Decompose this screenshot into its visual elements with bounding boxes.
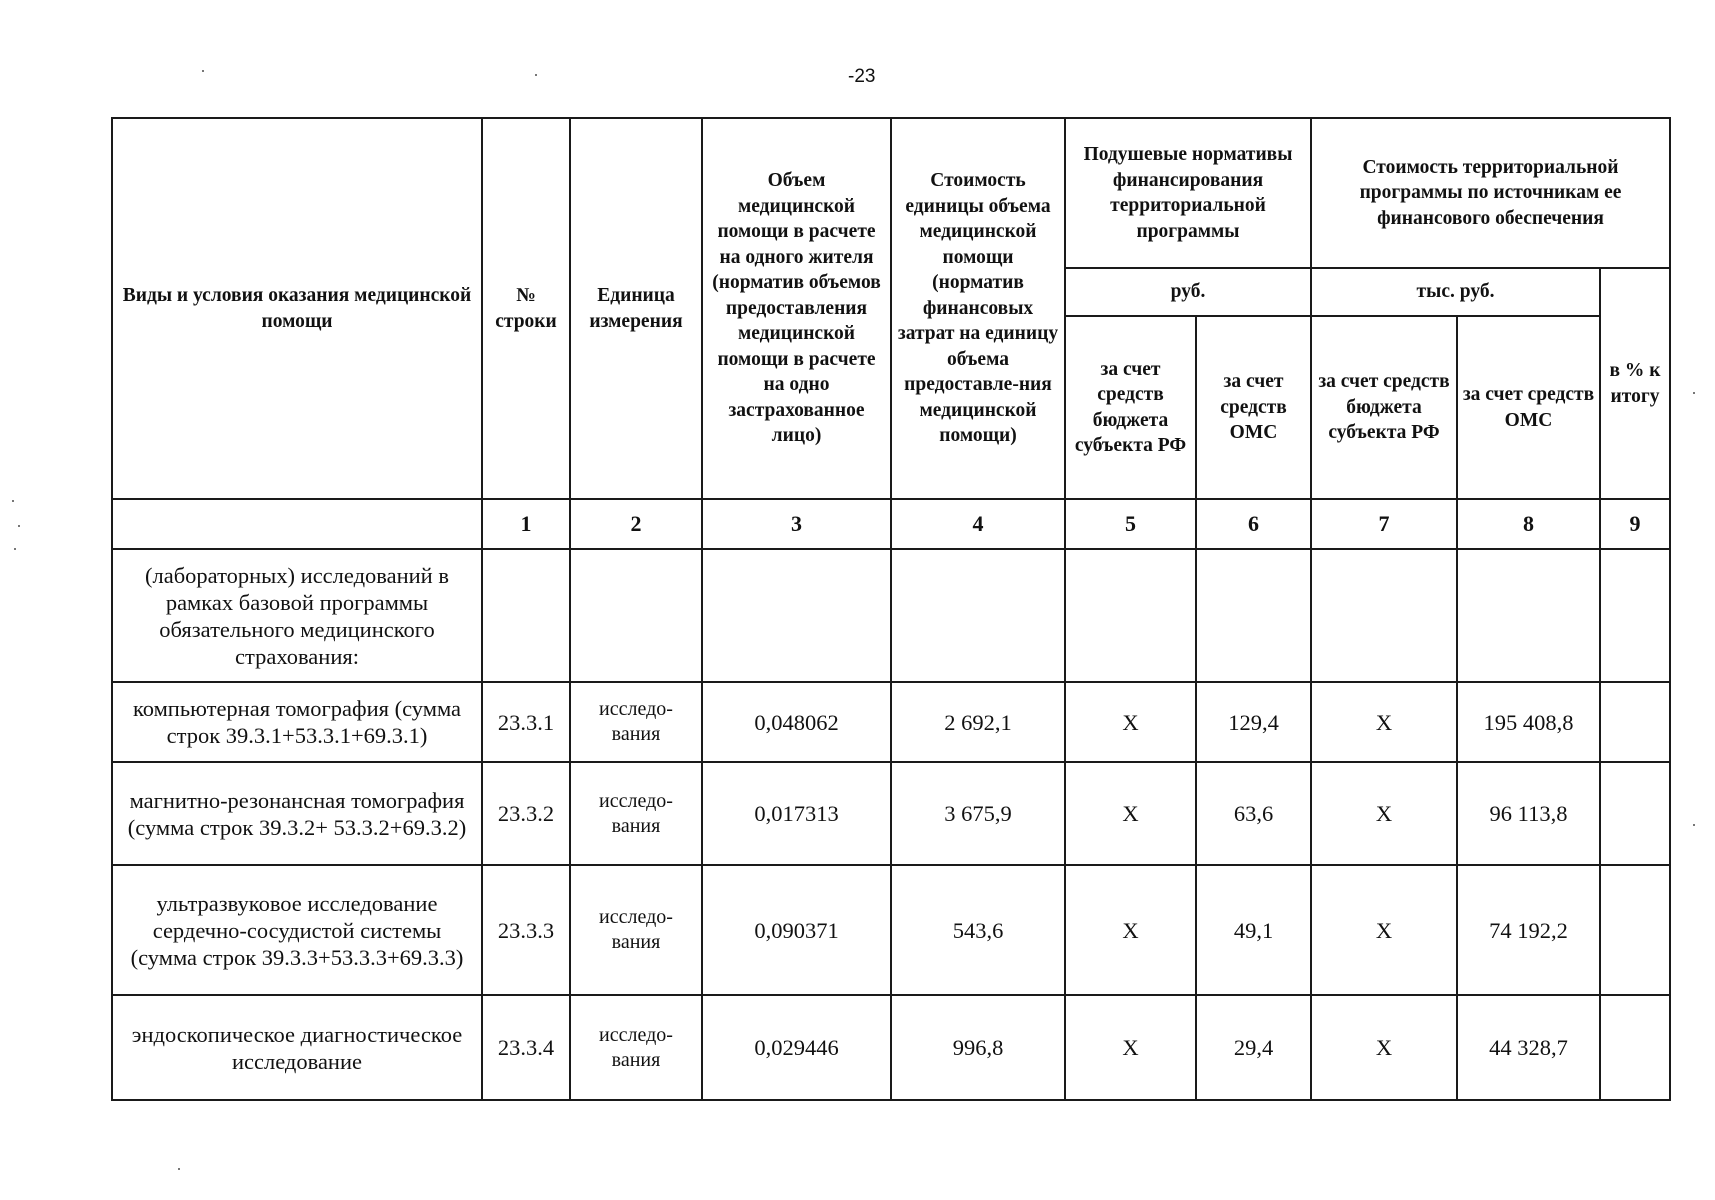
empty-cell <box>702 549 891 682</box>
row-number: 23.3.2 <box>482 762 570 865</box>
header-budget-total: за счет средств бюджета субъекта РФ <box>1311 316 1457 499</box>
header-per-capita-group: Подушевые нормативы финансирования территориальной программы <box>1065 118 1311 268</box>
empty-cell <box>1600 549 1670 682</box>
scan-speck <box>202 70 204 72</box>
row-oms-per-capita: 29,4 <box>1196 995 1311 1100</box>
empty-cell <box>1457 549 1600 682</box>
scan-speck <box>12 500 14 502</box>
empty-cell <box>570 549 702 682</box>
header-oms-total: за счет средств ОМС <box>1457 316 1600 499</box>
row-oms-per-capita: 129,4 <box>1196 682 1311 762</box>
header-volume: Объем медицинской помощи в расчете на одного жителя (норматив объемов предоставления медицинской помощи в расчете на одно застрахованное лицо) <box>702 118 891 499</box>
row-budget-per-capita: X <box>1065 865 1196 995</box>
row-percent <box>1600 995 1670 1100</box>
row-budget-total: X <box>1311 762 1457 865</box>
scan-speck <box>535 74 537 76</box>
table-row <box>112 865 1670 995</box>
row-budget-total: X <box>1311 995 1457 1100</box>
row-volume: 0,090371 <box>702 865 891 995</box>
empty-cell <box>891 549 1065 682</box>
column-number: 4 <box>891 499 1065 549</box>
empty-cell <box>1065 549 1196 682</box>
header-percent-total: в % к итогу <box>1600 268 1670 499</box>
column-number-empty <box>112 499 482 549</box>
row-unit: исследо-вания <box>570 682 702 762</box>
row-budget-total: X <box>1311 682 1457 762</box>
row-oms-total: 195 408,8 <box>1457 682 1600 762</box>
table-row <box>112 682 1670 762</box>
header-kinds: Виды и условия оказания медицинской помощи <box>112 118 482 499</box>
column-number: 8 <box>1457 499 1600 549</box>
header-budget-per-capita: за счет средств бюджета субъекта РФ <box>1065 316 1196 499</box>
column-number: 5 <box>1065 499 1196 549</box>
row-oms-per-capita: 63,6 <box>1196 762 1311 865</box>
continuation-text: (лабораторных) исследований в рамках базовой программы обязательного медицинского страхования: <box>112 549 482 682</box>
row-number: 23.3.4 <box>482 995 570 1100</box>
row-unit: исследо-вания <box>570 865 702 995</box>
row-budget-per-capita: X <box>1065 682 1196 762</box>
scan-speck <box>178 1168 180 1170</box>
row-unit: исследо-вания <box>570 762 702 865</box>
table-row <box>112 995 1670 1100</box>
row-unit-cost: 3 675,9 <box>891 762 1065 865</box>
header-unit-cost: Стоимость единицы объема медицинской помощи (норматив финансовых затрат на единицу объема предоставле-ния медицинской помощи) <box>891 118 1065 499</box>
header-row-number: № строки <box>482 118 570 499</box>
medical-care-table <box>111 117 1671 1101</box>
column-number: 9 <box>1600 499 1670 549</box>
row-name: ультразвуковое исследование сердечно-сосудистой системы (сумма строк 39.3.3+53.3.3+69.3.3) <box>112 865 482 995</box>
row-volume: 0,029446 <box>702 995 891 1100</box>
row-volume: 0,017313 <box>702 762 891 865</box>
row-budget-per-capita: X <box>1065 995 1196 1100</box>
row-name: компьютерная томография (сумма строк 39.3.1+53.3.1+69.3.1) <box>112 682 482 762</box>
header-program-cost-group: Стоимость территориальной программы по источникам ее финансового обеспечения <box>1311 118 1670 268</box>
row-budget-per-capita: X <box>1065 762 1196 865</box>
row-unit-cost: 2 692,1 <box>891 682 1065 762</box>
column-number: 2 <box>570 499 702 549</box>
scan-speck <box>14 548 16 550</box>
table-row <box>112 762 1670 865</box>
row-unit: исследо-вания <box>570 995 702 1100</box>
scan-speck <box>1693 392 1695 394</box>
header-unit-rub: руб. <box>1065 268 1311 316</box>
row-oms-total: 44 328,7 <box>1457 995 1600 1100</box>
empty-cell <box>1196 549 1311 682</box>
scan-speck <box>18 525 20 527</box>
row-percent <box>1600 682 1670 762</box>
column-number: 1 <box>482 499 570 549</box>
empty-cell <box>482 549 570 682</box>
scan-speck <box>1693 824 1695 826</box>
page-number: -23 <box>848 66 876 87</box>
column-number: 3 <box>702 499 891 549</box>
empty-cell <box>1311 549 1457 682</box>
row-oms-per-capita: 49,1 <box>1196 865 1311 995</box>
header-unit: Единица измерения <box>570 118 702 499</box>
row-volume: 0,048062 <box>702 682 891 762</box>
row-oms-total: 96 113,8 <box>1457 762 1600 865</box>
header-oms-per-capita: за счет средств ОМС <box>1196 316 1311 499</box>
row-percent <box>1600 762 1670 865</box>
header-unit-thousand-rub: тыс. руб. <box>1311 268 1600 316</box>
row-name: магнитно-резонансная томография (сумма строк 39.3.2+ 53.3.2+69.3.2) <box>112 762 482 865</box>
row-number: 23.3.3 <box>482 865 570 995</box>
column-number: 6 <box>1196 499 1311 549</box>
row-unit-cost: 996,8 <box>891 995 1065 1100</box>
row-number: 23.3.1 <box>482 682 570 762</box>
row-oms-total: 74 192,2 <box>1457 865 1600 995</box>
table-row <box>112 549 1670 682</box>
row-budget-total: X <box>1311 865 1457 995</box>
row-percent <box>1600 865 1670 995</box>
row-name: эндоскопическое диагностическое исследование <box>112 995 482 1100</box>
row-unit-cost: 543,6 <box>891 865 1065 995</box>
column-number: 7 <box>1311 499 1457 549</box>
